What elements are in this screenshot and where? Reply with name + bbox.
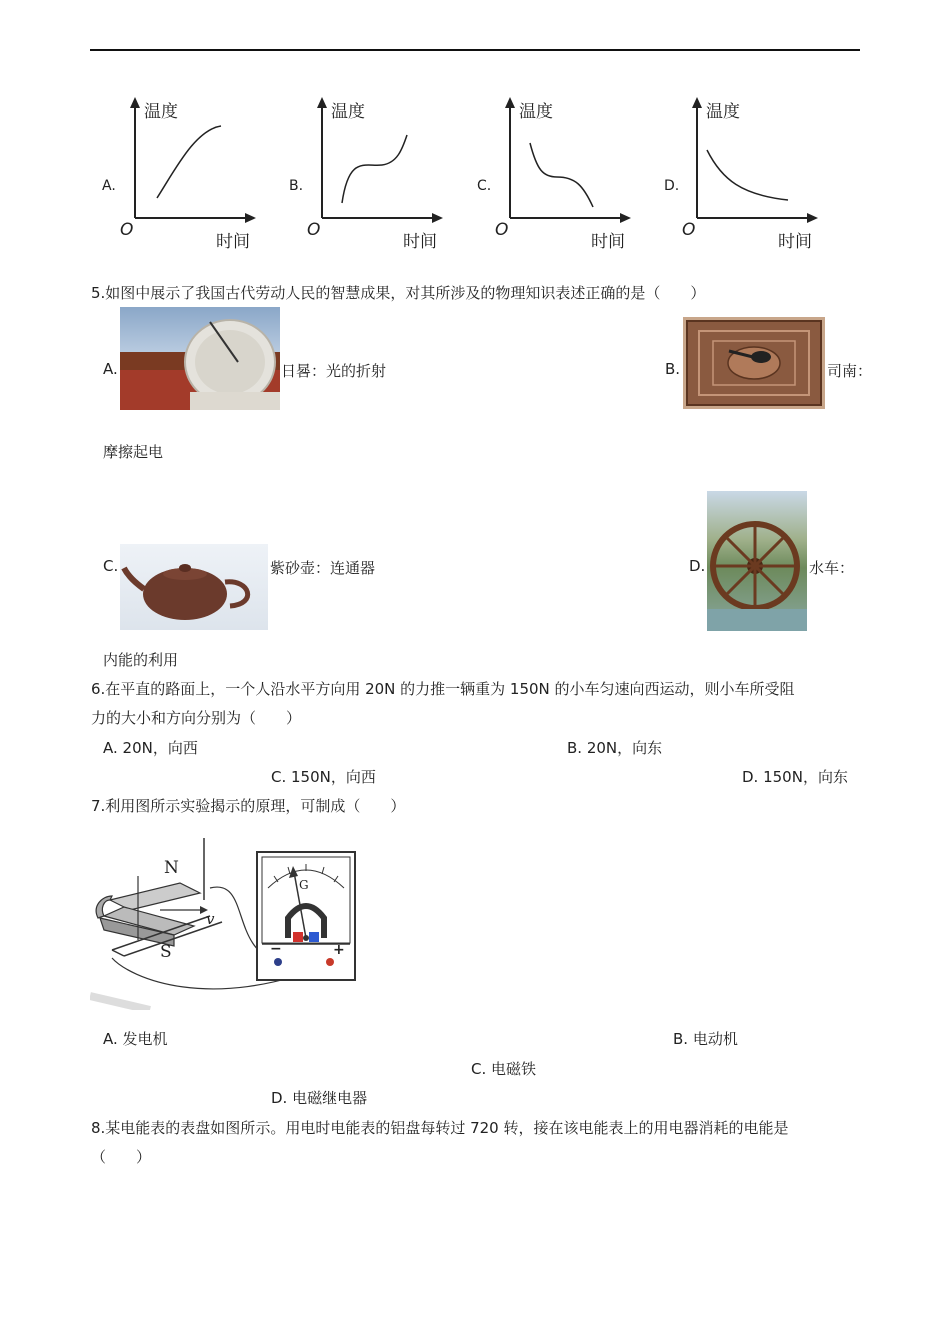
graph-c [475,95,625,250]
q6-stem-line2: 力的大小和方向分别为（ ） [91,709,302,727]
q5-stem: 5.如图中展示了我国古代劳动人民的智慧成果，对其所涉及的物理知识表述正确的是（ ） [91,284,706,302]
q7-option-c: C. 电磁铁 [471,1060,537,1078]
q5-option-b-text: 司南： [827,362,873,380]
option-label: A. [102,178,116,194]
q7-option-d: D. 电磁继电器 [271,1089,368,1107]
q7-stem: 7.利用图所示实验揭示的原理，可制成（ ） [91,797,406,815]
sundial-image [120,307,280,410]
graph-d [662,95,812,250]
y-axis-label: 温度 [331,102,365,122]
q7-option-a: A. 发电机 [103,1030,168,1048]
teapot-image [120,544,268,630]
q5-option-a-text: 日晷：光的折射 [281,362,387,380]
q6-option-b: B. 20N，向东 [567,739,663,757]
velocity-label: v [206,910,215,928]
q8-stem-line2: （ ） [91,1148,152,1166]
x-axis-label: 时间 [778,232,812,252]
q8-stem-line1: 8.某电能表的表盘如图所示。用电时电能表的铝盘每转过 720 转，接在该电能表上的用电器消耗的电能是 [91,1119,789,1137]
option-label: B. [289,178,304,194]
q5-option-d-continued: 内能的利用 [103,651,179,669]
galvanometer-label: G [299,878,309,892]
option-label: C. [477,178,492,194]
origin-label: O [495,220,509,240]
positive-terminal-label: + [333,942,345,958]
q5-option-d-label: D. [689,557,706,575]
q5-option-d-text: 水车： [809,559,855,577]
q5-option-c-label: C. [103,557,119,575]
north-pole-label: N [164,858,179,878]
graph-a [100,95,250,250]
compass-image [683,317,825,409]
y-axis-label: 温度 [706,102,740,122]
q6-option-c: C. 150N，向西 [271,768,376,786]
south-pole-label: S [160,942,172,962]
y-axis-label: 温度 [144,102,178,122]
origin-label: O [120,220,134,240]
q7-option-b: B. 电动机 [673,1030,738,1048]
x-axis-label: 时间 [591,232,625,252]
q6-option-a: A. 20N，向西 [103,739,198,757]
q6-stem-line1: 6.在平直的路面上，一个人沿水平方向用 20N 的力推一辆重为 150N 的小车匀速向西运动，则小车所受阻 [91,680,795,698]
q5-option-a-label: A. [103,360,118,378]
induction-experiment-figure [90,838,362,1010]
q5-option-c-text: 紫砂壶：连通器 [270,559,376,577]
origin-label: O [682,220,696,240]
q6-option-d: D. 150N，向东 [742,768,848,786]
waterwheel-image [707,491,807,631]
header-rule [90,49,860,51]
negative-terminal-label: − [270,941,282,957]
y-axis-label: 温度 [519,102,553,122]
x-axis-label: 时间 [403,232,437,252]
q5-option-b-label: B. [665,360,681,378]
option-label: D. [664,178,680,194]
q5-option-b-continued: 摩擦起电 [103,443,164,461]
graph-b [287,95,437,250]
x-axis-label: 时间 [216,232,250,252]
origin-label: O [307,220,321,240]
